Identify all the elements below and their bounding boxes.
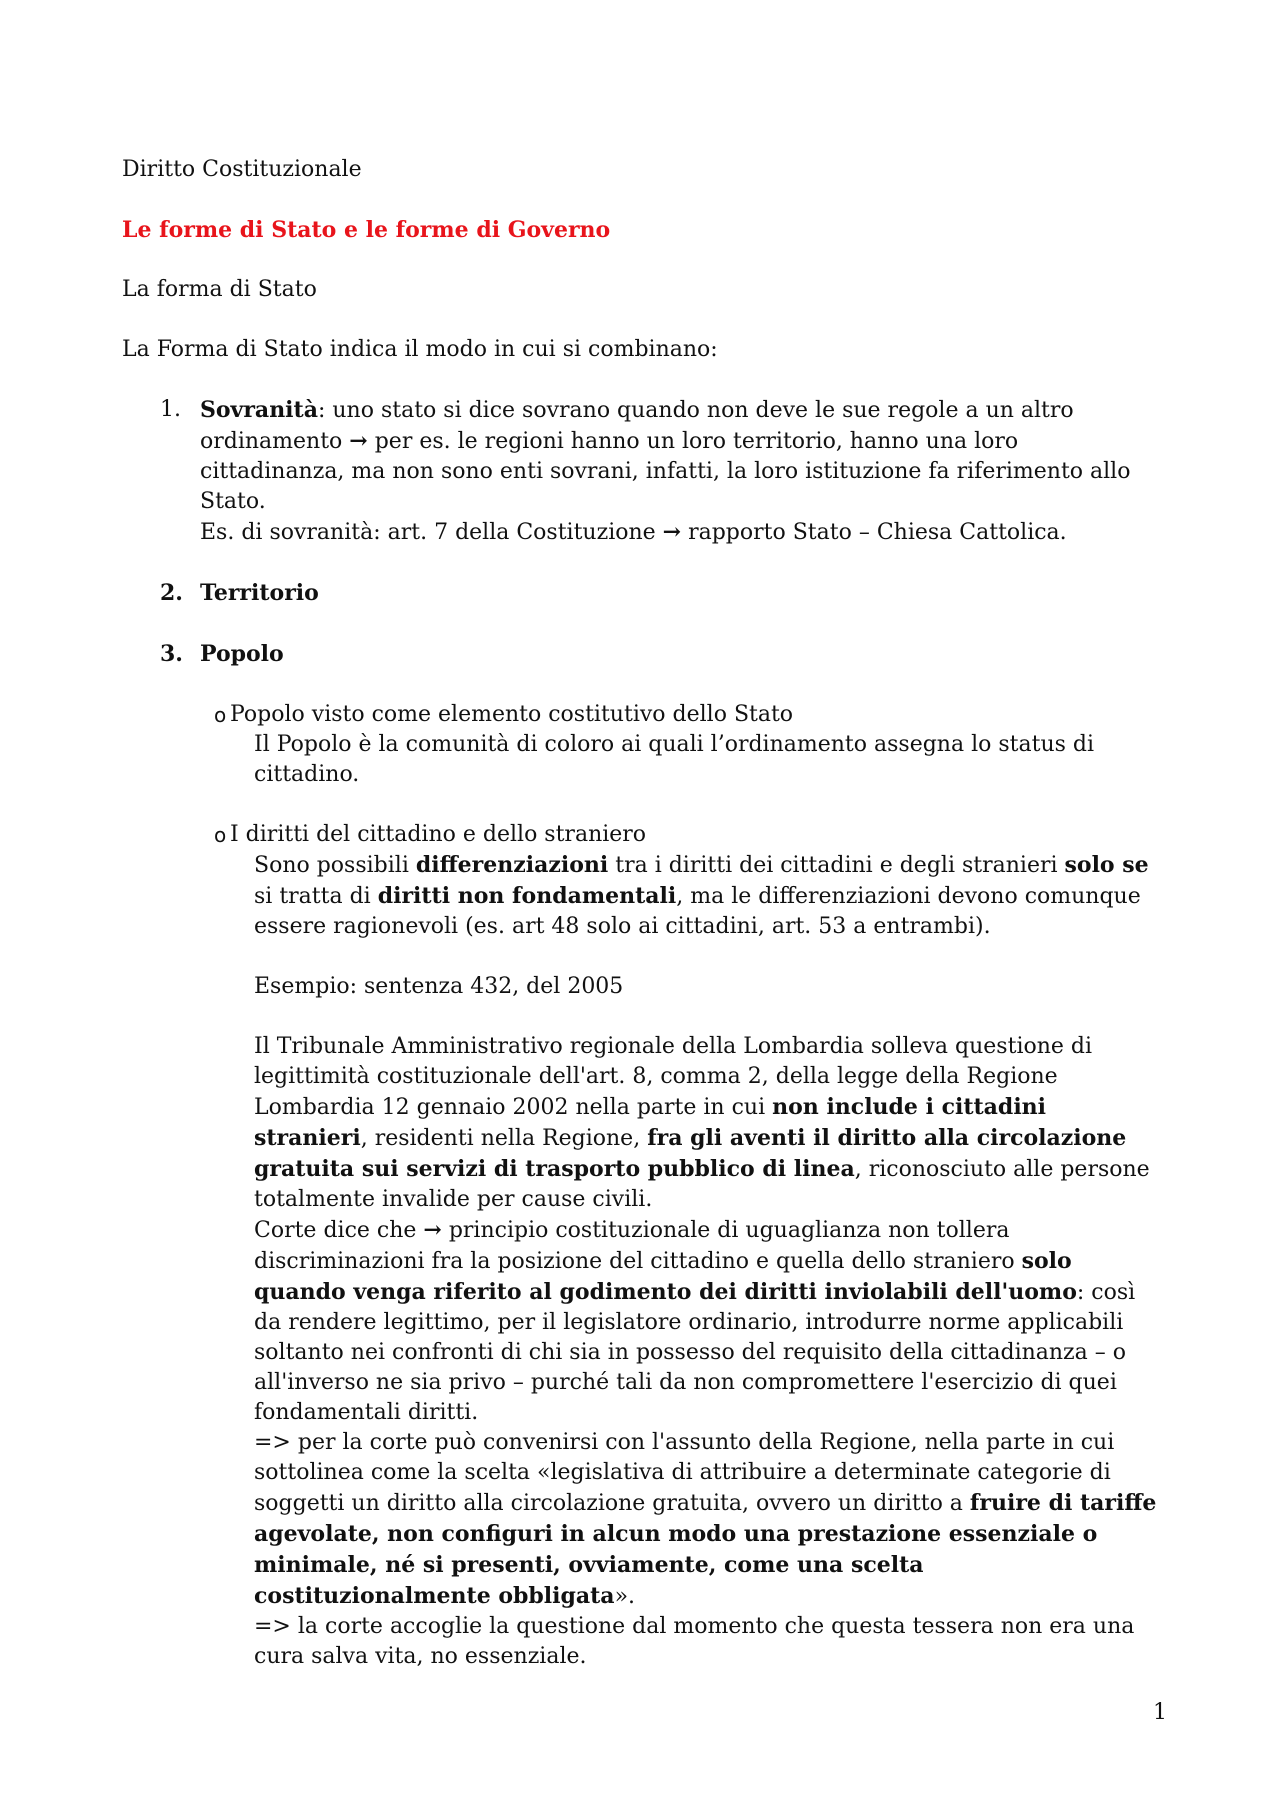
paragraph-conclusione: => la corte accoglie la questione dal momento che questa tessera non era una cura salva vita, no essenziale. [254, 1614, 1135, 1669]
sovranita-definition: Sovranità: uno stato si dice sovrano quando non deve le sue regole a un altro ordinamento → per es. le regioni hanno un loro territorio, hanno una loro cittadinanza, ma non sono enti sovrani, infatti, la loro istituzione fa riferimento allo Stato. [200, 397, 1131, 514]
paragraph-differenziazioni: Sono possibili differenziazioni tra i diritti dei cittadini e degli stranieri solo se si tratta di diritti non fondamentali, ma le differenziazioni devono comunque essere ragionevoli (es. art 48 solo ai cittadini, art. 53 a entrambi). [254, 852, 1149, 939]
bullet-title: I diritti del cittadino e dello straniero [230, 822, 647, 847]
list-number: 1. [160, 397, 181, 422]
paragraph-corte: Corte dice che → principio costituzionale di uguaglianza non tollera discriminazioni fra la posizione del cittadino e quella dello straniero solo quando venga riferito al godimento dei diritti inviolabili dell'uomo: così da rendere legittimo, per il legislatore ordinario, introdurre norme applicabili soltanto nei confronti di chi sia in possesso del requisito della cittadinanza – o all'inverso ne sia privo – purché tali da non compromettere l'esercizio di quei fondamentali diritti. [254, 1217, 1136, 1425]
arrow-icon: → [423, 1217, 442, 1243]
term-sovranita: Sovranità [200, 397, 318, 423]
list-item-territorio [122, 578, 1167, 609]
page-number: 1 [1153, 1700, 1167, 1725]
term-popolo: Popolo [200, 641, 284, 667]
term-territorio: Territorio [200, 580, 319, 606]
arrow-icon: → [349, 428, 368, 454]
bullet-item-popolo-elemento [122, 700, 1167, 790]
list-number: 3. [160, 641, 183, 667]
list-item-popolo [122, 639, 1167, 670]
bullet-item-diritti [122, 820, 1167, 1672]
bullet-text: Il Popolo è la comunità di coloro ai quali l’ordinamento assegna lo status di cittadino. [254, 732, 1095, 787]
list-item-sovranita [122, 395, 1167, 548]
intro-text: La Forma di Stato indica il modo in cui si combinano: [122, 337, 718, 362]
paragraph-regione: => per la corte può convenirsi con l'assunto della Regione, nella parte in cui sottolinea come la scelta «legislativa di attribuire a determinate categorie di soggetti un diritto alla circolazione gratuita, ovvero un diritto a fruire di tariffe agevolate, non configuri in alcun modo una prestazione essenziale o minimale, né si presenti, ovviamente, come una scelta costituzionalmente obbligata». [254, 1430, 1157, 1609]
document-body [122, 155, 1167, 1672]
document-heading: Le forme di Stato e le forme di Governo [122, 217, 611, 243]
course-title: Diritto Costituzionale [122, 157, 362, 182]
bullet-icon: o [214, 823, 227, 847]
example-heading: Esempio: sentenza 432, del 2005 [254, 974, 624, 999]
paragraph-tribunale: Il Tribunale Amministrativo regionale della Lombardia solleva questione di legittimità costituzionale dell'art. 8, comma 2, della legge della Regione Lombardia 12 gennaio 2002 nella parte in cui non include i cittadini stranieri, residenti nella Regione, fra gli aventi il diritto alla circolazione gratuita sui servizi di trasporto pubblico di linea, riconosciuto alle persone totalmente invalide per cause civili. [254, 1034, 1150, 1212]
arrow-icon: → [662, 519, 682, 545]
sovranita-example: Es. di sovranità: art. 7 della Costituzione → rapporto Stato – Chiesa Cattolica. [200, 519, 1067, 545]
section-title: La forma di Stato [122, 277, 317, 302]
bullet-icon: o [214, 703, 227, 727]
list-number: 2. [160, 580, 183, 606]
bullet-title: Popolo visto come elemento costitutivo dello Stato [230, 702, 794, 727]
